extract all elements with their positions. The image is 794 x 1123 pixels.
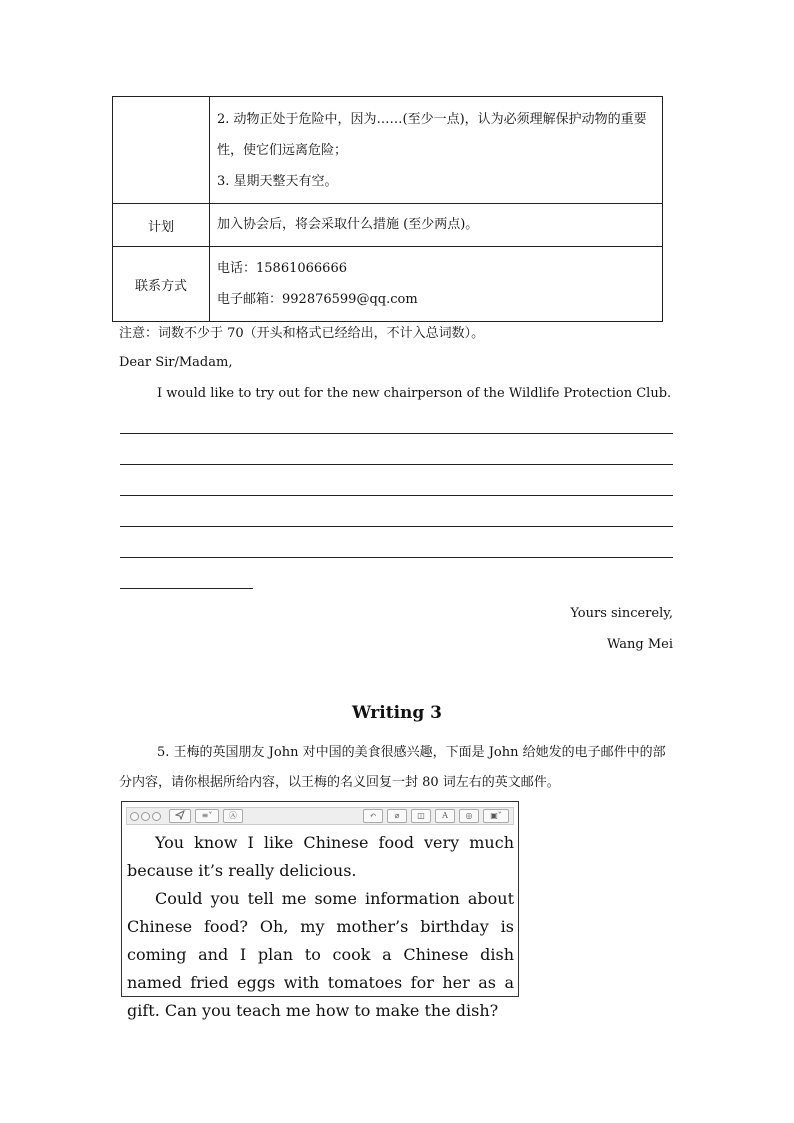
writing-line <box>120 464 673 465</box>
contact-label: 联系方式 <box>113 247 210 322</box>
plan-label: 计划 <box>113 204 210 247</box>
font-icon[interactable]: A <box>435 809 455 823</box>
info-table <box>112 96 663 322</box>
writing-line-short <box>120 588 253 589</box>
attach-icon[interactable]: ⌀ <box>387 809 407 823</box>
plan-text: 加入协会后，将会采取什么措施 (至少两点)。 <box>210 204 663 247</box>
list-icon[interactable]: ≡˅ <box>195 809 219 823</box>
reason-3-text: 3. 星期天整天有空。 <box>217 173 338 189</box>
section-heading: Writing 3 <box>351 703 443 723</box>
email-paragraph: You know I like Chinese food very much because it’s really delicious. <box>127 833 514 880</box>
table-cell-reasons <box>210 97 663 204</box>
window-dot-icon[interactable] <box>141 812 150 821</box>
contact-icon[interactable]: Ⓐ <box>223 809 243 823</box>
writing-line <box>120 526 673 527</box>
letter-signature: Wang Mei <box>607 637 673 652</box>
email-address-text: 电子邮箱：992876599@qq.com <box>217 292 418 307</box>
window-dot-icon[interactable] <box>130 812 139 821</box>
window-icon[interactable]: ◫ <box>411 809 431 823</box>
image-icon[interactable]: ▣˅ <box>483 809 509 823</box>
task-instructions: 5. 王梅的英国朋友 John 对中国的美食很感兴趣，下面是 John 给她发的电子邮件中的部分内容，请你根据所给内容，以王梅的名义回复一封 80 词左右的英文邮件。 <box>119 745 666 790</box>
table-cell-empty <box>113 97 210 204</box>
letter-closing: Yours sincerely, <box>570 606 673 621</box>
table-row <box>113 247 663 322</box>
writing-line <box>120 495 673 496</box>
writing-line <box>120 557 673 558</box>
email-paragraph: Could you tell me some information about Chinese food? Oh, my mother’s birthday is coming and I plan to cook a Chinese dish named fried eggs with tomatoes for her as a gift. Can you teach me how to make the dish? <box>127 889 514 1020</box>
email-toolbar <box>126 807 514 825</box>
email-body <box>127 829 514 1025</box>
reason-2-text: 2. 动物正处于危险中，因为……(至少一点)，认为必须理解保护动物的重要性，使它们远离危险； <box>217 111 647 158</box>
phone-text: 电话：15861066666 <box>217 261 347 276</box>
email-window <box>121 801 519 1020</box>
letter-opening-sentence: I would like to try out for the new chairperson of the Wildlife Protection Club. <box>157 386 672 401</box>
table-row <box>113 204 663 247</box>
word-count-note: 注意：词数不少于 70（开头和格式已经给出，不计入总词数）。 <box>119 326 485 341</box>
writing-line <box>120 433 673 434</box>
letter-greeting: Dear Sir/Madam, <box>119 355 233 370</box>
globe-icon[interactable]: ◎ <box>459 809 479 823</box>
contact-cell <box>210 247 663 322</box>
window-dot-icon[interactable] <box>152 812 161 821</box>
reply-icon[interactable]: ↶ <box>363 809 383 823</box>
send-icon[interactable] <box>169 809 191 823</box>
table-row <box>113 97 663 204</box>
